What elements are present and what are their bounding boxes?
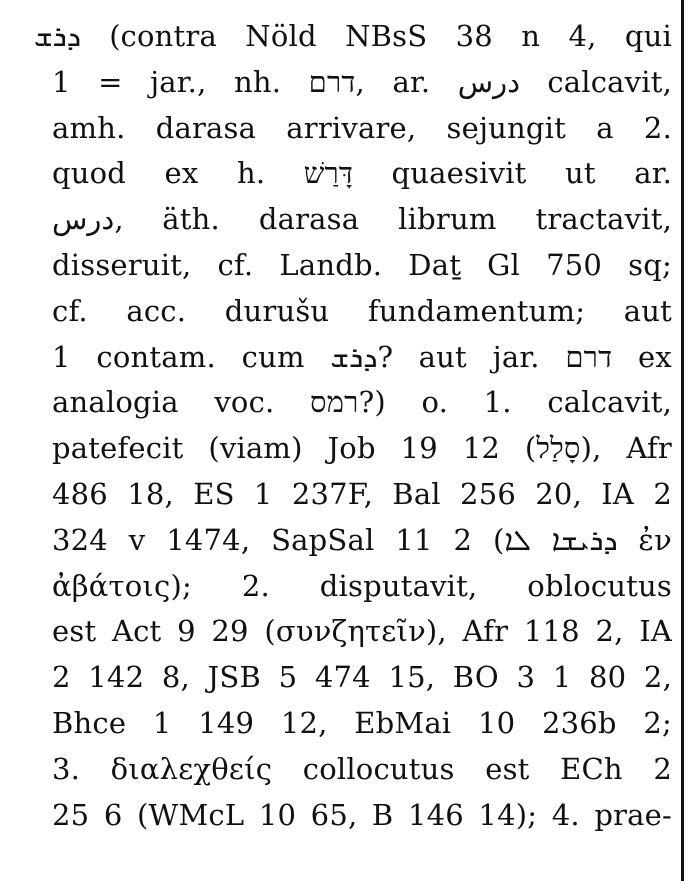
entry-line-1: ܕܪܫ (contra Nöld NBsS 38 n 4, qui xyxy=(34,19,672,53)
entry-line-15: 2 142 8, JSB 5 474 15, BO 3 1 80 2, xyxy=(52,660,672,695)
entry-line-7: cf. acc. durušu fundamentum; aut xyxy=(52,293,672,328)
entry-line-3: amh. darasa arrivare, sejungit a 2. xyxy=(52,110,672,145)
entry-line-2: 1 = jar., nh. דרם, ar. درس calcavit, xyxy=(52,64,672,99)
entry-line-18: 25 6 (WMcL 10 65, B 146 14); 4. prae- xyxy=(52,797,672,832)
entry-line-8: 1 contam. cum ܕܪܫ? aut jar. דרם ex xyxy=(52,339,672,374)
entry-line-14: est Act 9 29 (συνζητεῖν), Afr 118 2, IA xyxy=(52,614,672,649)
entry-line-4: quod ex h. דָּרַשׁ quaesivit ut ar. xyxy=(52,156,672,191)
entry-line-9: analogia voc. רמס?) o. 1. calcavit, xyxy=(52,385,672,420)
entry-line-11: 486 18, ES 1 237F, Bal 256 20, IA 2 xyxy=(52,476,672,511)
entry-line-10: patefecit (viam) Job 19 12 (סָלַל), Afr xyxy=(52,431,672,466)
entry-line-6: disseruit, cf. Landb. Daṯ Gl 750 sq; xyxy=(52,247,672,282)
entry-line-13: ἀβάτοις); 2. disputavit, oblocutus xyxy=(52,568,672,603)
column-rule xyxy=(681,0,684,881)
entry-line-12: 324 v 1474, SapSal 11 2 (ܕܪܝܫܐ ܠܐ ἐν xyxy=(52,522,672,557)
entry-line-17: 3. διαλεχθείς collocutus est ECh 2 xyxy=(52,751,672,786)
entry-line-16: Bhce 1 149 12, EbMai 10 236b 2; xyxy=(52,705,672,740)
entry-line-5: درس, äth. darasa librum tractavit, xyxy=(52,202,672,237)
